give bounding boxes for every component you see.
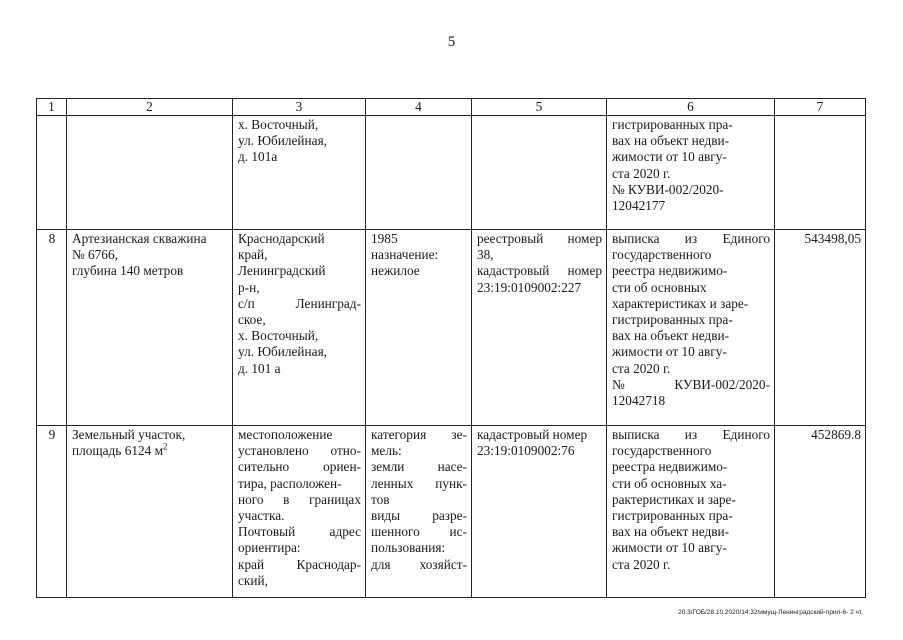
cell-line: д. 101 а xyxy=(238,360,281,376)
cell-year-purpose xyxy=(366,230,472,426)
cell-line: ста 2020 г. xyxy=(612,360,671,376)
cell-line: выписка из Единого xyxy=(612,231,770,246)
cell-line: пользования: xyxy=(371,540,446,556)
cell-line: кадастровый номер xyxy=(477,427,588,442)
cell-line: край Краснодар- xyxy=(238,556,361,572)
cell-year-purpose xyxy=(366,426,472,598)
cell-line: ста 2020 г. xyxy=(612,556,671,572)
cell-line: площадь 6124 м xyxy=(72,443,164,459)
header-cell: 4 xyxy=(366,99,472,116)
cell-document xyxy=(607,230,775,426)
cell-line: государственного xyxy=(612,443,712,459)
cell-line: Земельный участок, xyxy=(72,427,186,442)
cell-line: х. Восточный, xyxy=(238,117,319,132)
cell-line-wrap xyxy=(72,443,228,459)
cell-line: Артезианская скважина xyxy=(72,231,207,246)
cell-line: жимости от 10 авгу- xyxy=(612,344,727,360)
cell-line: 23:19:0109002:227 xyxy=(477,279,582,295)
cell-address xyxy=(233,230,366,426)
cell-line: жимости от 10 авгу- xyxy=(612,149,727,165)
footer-code: 20.3/ГОБ/28.10.2020/14:32/имущ-Ленинградский-прил-6- 2 чт. xyxy=(678,609,863,616)
cell-registry xyxy=(472,116,607,230)
property-table xyxy=(36,98,866,598)
cell-line: ул. Юбилейная, xyxy=(238,133,328,149)
cell-line: рактеристиках и заре- xyxy=(612,491,736,507)
cell-line: р-н, xyxy=(238,279,260,295)
cell-line: ул. Юбилейная, xyxy=(238,344,328,360)
cell-line: вах на объект недви- xyxy=(612,133,730,149)
cell-line: х. Восточный, xyxy=(238,328,319,344)
header-cell: 6 xyxy=(607,99,775,116)
cell-line: местоположение xyxy=(238,427,333,442)
cell-line: № КУВИ-002/2020- xyxy=(612,376,770,392)
cell-number: 8 xyxy=(37,230,67,426)
cell-line: Краснодарский xyxy=(238,231,325,246)
cell-line: вах на объект недви- xyxy=(612,328,730,344)
cell-document xyxy=(607,426,775,598)
cell-line: сти об основных xyxy=(612,279,707,295)
cell-line: земли насе- xyxy=(371,459,467,475)
cell-value xyxy=(775,116,866,230)
cell-line: реестровый номер xyxy=(477,231,602,246)
header-cell: 3 xyxy=(233,99,366,116)
cell-line: с/п Ленинград- xyxy=(238,295,361,311)
cell-value: 543498,05 xyxy=(775,230,866,426)
cell-line: реестра недвижимо- xyxy=(612,459,728,475)
cell-line: гистрированных пра- xyxy=(612,312,733,328)
cell-line: сительно ориен- xyxy=(238,459,361,475)
cell-line: 1985 xyxy=(371,231,398,246)
cell-line: ленных пунк- xyxy=(371,475,467,491)
cell-address xyxy=(233,116,366,230)
cell-line: ста 2020 г. xyxy=(612,165,671,181)
cell-line: ориентира: xyxy=(238,540,301,556)
cell-number xyxy=(37,116,67,230)
cell-line: гистрированных пра- xyxy=(612,508,733,524)
cell-line: № КУВИ-002/2020- xyxy=(612,181,724,197)
cell-line: сти об основных ха- xyxy=(612,475,727,491)
cell-name xyxy=(67,426,233,598)
page-number: 5 xyxy=(447,34,456,50)
cell-line: тира, расположен- xyxy=(238,475,342,491)
cell-line: для хозяйст- xyxy=(371,556,467,572)
area-unit-superscript: 2 xyxy=(163,441,168,452)
table-row xyxy=(37,426,866,598)
cell-address xyxy=(233,426,366,598)
cell-line: 12042177 xyxy=(612,198,666,214)
cell-registry xyxy=(472,426,607,598)
table-row xyxy=(37,116,866,230)
cell-line: мель: xyxy=(371,443,402,459)
cell-line: нежилое xyxy=(371,263,420,279)
cell-line: участка. xyxy=(238,508,285,524)
cell-line: выписка из Единого xyxy=(612,427,770,442)
cell-line: 12042718 xyxy=(612,393,666,409)
cell-document xyxy=(607,116,775,230)
cell-name xyxy=(67,116,233,230)
cell-line: № 6766, xyxy=(72,247,118,263)
cell-line: Ленинградский xyxy=(238,263,326,279)
cell-line: шенного ис- xyxy=(371,524,467,540)
cell-value: 452869.8 xyxy=(775,426,866,598)
header-cell: 7 xyxy=(775,99,866,116)
cell-line: край, xyxy=(238,247,268,263)
cell-line: вах на объект недви- xyxy=(612,524,730,540)
cell-year-purpose xyxy=(366,116,472,230)
header-cell: 1 xyxy=(37,99,67,116)
cell-line: д. 101а xyxy=(238,149,278,165)
cell-line: характеристиках и заре- xyxy=(612,295,749,311)
header-cell: 2 xyxy=(67,99,233,116)
cell-line: установлено отно- xyxy=(238,443,361,459)
cell-line: реестра недвижимо- xyxy=(612,263,728,279)
cell-line: государственного xyxy=(612,247,712,263)
cell-line: глубина 140 метров xyxy=(72,263,184,279)
cell-registry xyxy=(472,230,607,426)
cell-line: категория зе- xyxy=(371,427,467,442)
cell-line: ское, xyxy=(238,312,266,328)
cell-line: ский, xyxy=(238,572,268,588)
cell-line: 38, xyxy=(477,247,494,263)
cell-line: жимости от 10 авгу- xyxy=(612,540,727,556)
cell-name xyxy=(67,230,233,426)
cell-number: 9 xyxy=(37,426,67,598)
cell-line: назначение: xyxy=(371,247,439,263)
cell-line: 23:19:0109002:76 xyxy=(477,443,575,459)
cell-line: Почтовый адрес xyxy=(238,524,361,540)
table-header-row xyxy=(37,99,866,116)
cell-line: ного в границах xyxy=(238,491,361,507)
cell-line: гистрированных пра- xyxy=(612,117,733,132)
cell-line: тов xyxy=(371,491,390,507)
header-cell: 5 xyxy=(472,99,607,116)
cell-line: кадастровый номер xyxy=(477,263,602,279)
table-row xyxy=(37,230,866,426)
cell-line: виды разре- xyxy=(371,508,467,524)
